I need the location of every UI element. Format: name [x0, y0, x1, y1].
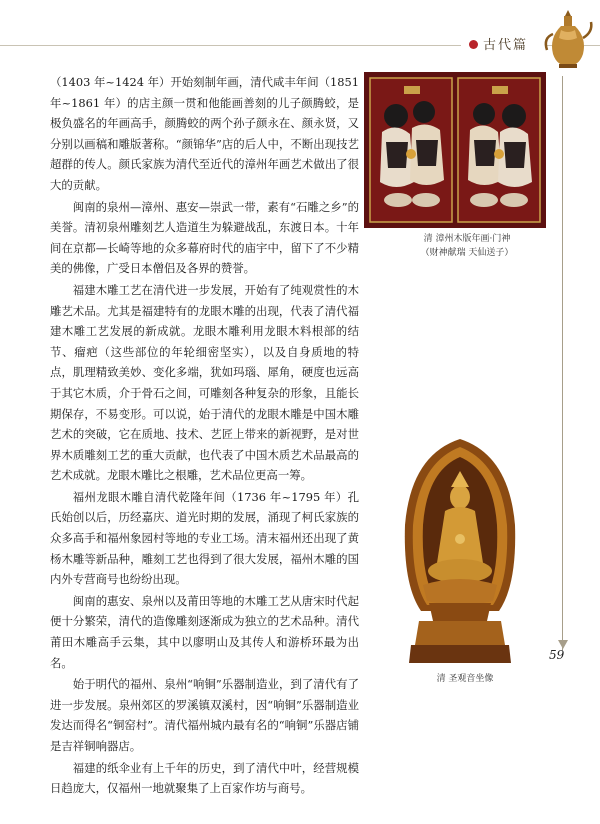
paragraph: 始于明代的福州、泉州“响铜”乐器制造业，到了清代有了进一步发展。泉州郊区的罗溪镇双溪村，因“响铜”乐器制造业发达而得名“铜窑村”。清代福州城内最有名的“响铜”乐器店铺是吉祥铜响器店。: [50, 677, 359, 753]
figure-caption: [392, 232, 542, 260]
guanyin-statue-image: [399, 435, 521, 667]
article-body: [50, 72, 359, 800]
page-number: 59: [549, 648, 565, 662]
door-god-prints-image: [364, 72, 546, 228]
paragraph: 闽南的泉州—漳州、惠安—崇武一带，素有“石雕之乡”的美誉。清初泉州雕刻艺人造道生为躲避战乱，东渡日本。十年间在京都—长崎等地的众多幕府时代的庙宇中，留下了不少精美的佛像，广受日本僧侣及各界的赞誉。: [50, 199, 359, 276]
header-bullet-icon: [469, 40, 478, 49]
paragraph: 福建木雕工艺在清代进一步发展，开始有了纯观赏性的木雕艺术品。尤其是福建特有的龙眼木雕的出现，代表了清代福建木雕工艺发展的新成就。龙眼木雕利用龙眼木料根部的结节、瘤疤（这些部位的年轮细密坚实），以及自身质地的特点，肌理精致美妙、变化多端，犹如玛瑙、犀角，硬度也远高于其它木质，介于骨石之间，可雕刻各种复杂的形象，且能长期保存，不易变形。可以说，始于清代的龙眼木雕是中国木雕艺术的突破，它在质地、技术、艺匠上带来的新视野，是对世界木质雕刻工艺的重大贡献，也代表了中国木质艺术品最高的艺术成就。龙眼木雕比之根雕，艺术品位更高一筹。: [50, 282, 359, 483]
paragraph: 福州龙眼木雕自清代乾隆年间（1736 年~1795 年）孔氏始创以后，历经嘉庆、道光时期的发展，涌现了柯氏家族的众多高手和福州象园村等地的专业工场。清末福州还出现了黄杨木雕等新品种，雕刻工艺也得到了很大发展，福州木雕的国内外专营商号也纷纷出现。: [50, 489, 359, 587]
paragraph: 闽南的惠安、泉州以及莆田等地的木雕工艺从唐宋时代起便十分繁荣，清代的造像雕刻逐渐成为独立的艺术品种。清代莆田木雕高手云集，其中以廖明山及其传人和游桥环最为出名。: [50, 593, 359, 670]
section-title: 古代篇: [483, 38, 529, 53]
paragraph: 福建的纸伞业有上千年的历史，到了清代中叶，经营规模日趋庞大，仅福州一地就聚集了上百家作坊与商号。: [50, 760, 359, 796]
paragraph: （1403 年~1424 年）开始刻制年画，清代咸丰年间（1851 年~1861 年）的店主颜一贯和他能画善刻的儿子颜腾蛟，是极负盛名的年画高手，颜腾蛟的两个孙子颜永在、颜永贤，又分别以画稿和雕版著称。“颜锦华”店的后人中，不断出现技艺超群的传人。颜氏家族为清代至近代的漳州年画艺术做出了很大的贡献。: [50, 75, 359, 192]
figure-caption-subtitle: （财神献瑞 天仙送子）: [420, 248, 514, 258]
ewer-icon: [541, 8, 595, 70]
figure-caption: [405, 672, 525, 686]
figure-caption-title: 清 圣观音坐像: [436, 674, 494, 684]
margin-rule: [562, 76, 563, 650]
figure-caption-title: 清 漳州木版年画·门神: [423, 234, 511, 244]
